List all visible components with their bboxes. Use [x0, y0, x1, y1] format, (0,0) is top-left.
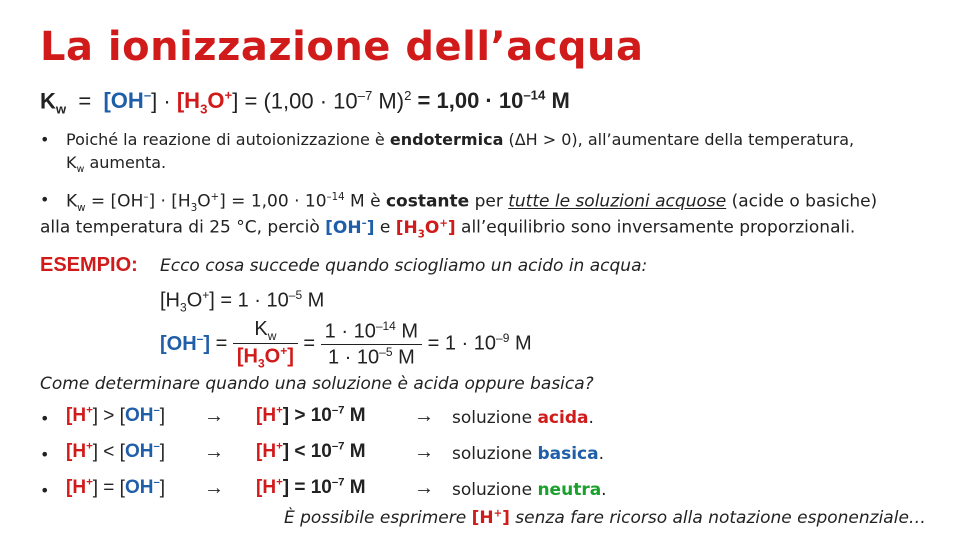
example-intro: Ecco cosa succede quando sciogliamo un acido in acqua:: [160, 256, 648, 276]
arrow-icon: →: [204, 441, 224, 463]
h3o-concentration: [$H_3O^+$: [176, 88, 233, 117]
slide-title: La ionizzazione dell’acqua: [40, 24, 644, 70]
bullet-endothermic-line2: $K_w$ aumenta.: [66, 153, 167, 176]
arrow-icon: →: [204, 405, 224, 427]
bullet-dot: •: [40, 190, 50, 209]
bullet-endothermic: Poiché la reazione di autoionizzazione è endotermica (ΔH > 0), all’aumentare della temperatura,: [66, 130, 855, 149]
case-result: soluzione acida.: [452, 408, 594, 428]
bullet-dot: •: [40, 481, 50, 500]
bullet-constant-line2: alla temperatura di 25 °C, perciò [OH–] e $[H_3O^+]$ all’equilibrio sono inversamente proporzionali.: [40, 217, 856, 241]
bullet-dot: •: [40, 409, 50, 428]
arrow-icon: →: [204, 477, 224, 499]
question-text: Come determinare quando una soluzione è acida oppure basica?: [40, 374, 594, 394]
case-result: soluzione neutra.: [452, 480, 607, 500]
case-relation: [H+] = [OH–]: [66, 477, 166, 499]
case-relation: [H+] < [OH–]: [66, 441, 166, 463]
case-relation: [H+] > [OH–]: [66, 405, 166, 427]
bullet-constant: $K_w = [OH^-] \cdot [H_3O^+] = 1,00 \cdot 10^{-14}$ M è costante per tutte le soluzioni acquose (acide o basiche): [66, 191, 878, 215]
case-condition: $[H^+] = 10^{-7}$ M: [256, 477, 366, 499]
case-condition: $[H^+] < 10^{-7}$ M: [256, 441, 366, 463]
kw-equation: $K_w = [OH^-] \cdot [H_3O^+] = (1,00 \cdot 10^{-7}$ $M)^2 = 1,00 \cdot 10^{-14}$ M: [40, 88, 570, 117]
example-h3o-value: $[H_3O^+] = 1 \cdot 10^{-5}$ M: [160, 288, 325, 315]
footer-note: È possibile esprimere [H+] senza fare ricorso alla notazione esponenziale…: [284, 508, 926, 528]
example-oh-calculation: [OH–] = $\frac{K_w}{[H_3O^+]}$ = $\frac{1 \cdot 10^{-14} M}{1 \cdot 10^{-5} M}$ = $1 \cdot 10^{-9}$ M: [160, 318, 532, 371]
arrow-icon: →: [414, 441, 434, 463]
oh-concentration: [OH–: [103, 88, 152, 114]
bullet-dot: •: [40, 445, 50, 464]
example-label: ESEMPIO:: [40, 254, 138, 276]
fraction-kw-over-h3o: $\frac{K_w}{[H_3O^+]}$: [233, 318, 298, 371]
fraction-values: $\frac{1 \cdot 10^{-14} M}{1 \cdot 10^{-5} M}$: [321, 319, 422, 369]
arrow-icon: →: [414, 477, 434, 499]
arrow-icon: →: [414, 405, 434, 427]
bullet-dot: •: [40, 130, 50, 149]
case-result: soluzione basica.: [452, 444, 604, 464]
case-condition: $[H^+] > 10^{-7}$ M: [256, 405, 366, 427]
